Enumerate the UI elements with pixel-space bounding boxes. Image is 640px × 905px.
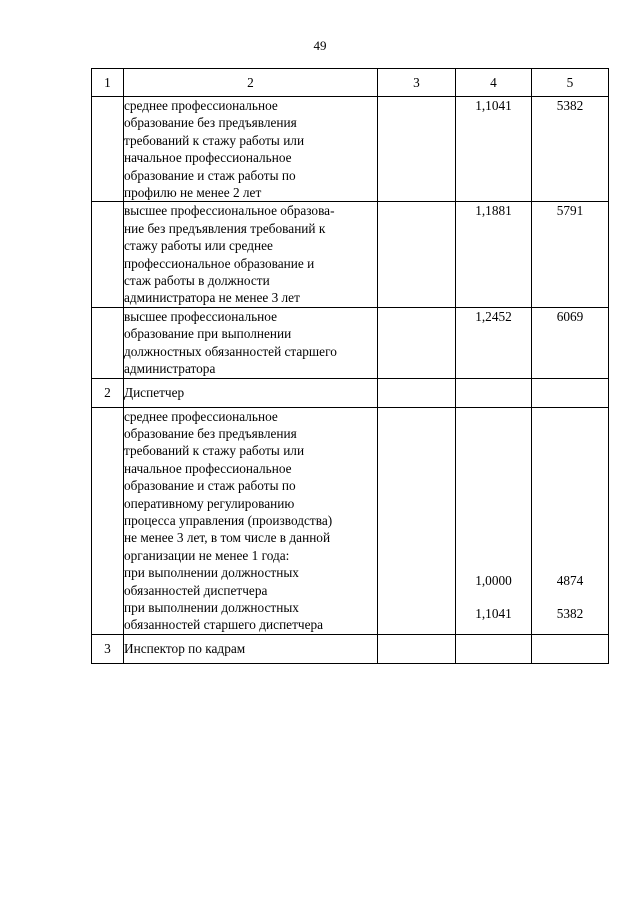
coefficient-value: 1,1041 [475, 605, 512, 621]
description-line: образование без предъявления [124, 115, 297, 131]
description-line: не менее 3 лет, в том числе в данной [124, 530, 331, 546]
description-line: при выполнении должностных [124, 599, 299, 615]
coefficient-value: 1,2452 [475, 308, 512, 324]
salary-coefficient-table [91, 68, 609, 664]
row-description [124, 307, 378, 378]
header-cell-4: 4 [456, 69, 532, 97]
coefficient-cell [456, 407, 532, 634]
description-line: образование при выполнении [124, 326, 292, 342]
col3-cell [378, 307, 456, 378]
description-line: требований к стажу работы или [124, 443, 305, 459]
row-number: 2 [92, 378, 124, 407]
salary-cell [532, 407, 609, 634]
header-cell-2: 2 [124, 69, 378, 97]
table-row [92, 307, 609, 378]
description-line: среднее профессиональное [124, 408, 278, 424]
page-number: 49 [313, 38, 327, 53]
salary-cell [532, 307, 609, 378]
row-description [124, 202, 378, 307]
description-line: организации не менее 1 года: [124, 547, 290, 563]
description-line: образование и стаж работы по [124, 478, 296, 494]
coefficient-cell [456, 202, 532, 307]
description-line: образование и стаж работы по [124, 167, 296, 183]
row-description [124, 634, 378, 663]
table-row [92, 202, 609, 307]
description-line: высшее профессиональное [124, 308, 277, 324]
description-line: среднее профессиональное [124, 98, 278, 113]
position-title: Диспетчер [124, 384, 185, 400]
description-line: высшее профессиональное образова- [124, 203, 335, 219]
salary-value: 4874 [556, 572, 584, 588]
col3-cell [378, 378, 456, 407]
table-row [92, 97, 609, 202]
row-number [92, 202, 124, 307]
coefficient-value: 1,1041 [475, 98, 512, 113]
salary-value: 5382 [556, 98, 584, 113]
coefficient-cell [456, 307, 532, 378]
salary-cell [532, 378, 609, 407]
row-number [92, 407, 124, 634]
description-line: оперативному регулированию [124, 495, 295, 511]
row-description [124, 378, 378, 407]
coefficient-cell [456, 378, 532, 407]
row-number [92, 97, 124, 202]
coefficient-cell [456, 634, 532, 663]
description-line: начальное профессиональное [124, 150, 292, 166]
col3-cell [378, 407, 456, 634]
header-cell-1: 1 [92, 69, 124, 97]
table-row [92, 634, 609, 663]
description-line: обязанностей диспетчера [124, 582, 268, 598]
position-title: Инспектор по кадрам [124, 641, 246, 657]
table-row [92, 407, 609, 634]
description-line: профессиональное образование и [124, 255, 315, 271]
coefficient-value: 1,0000 [475, 572, 512, 588]
row-description [124, 97, 378, 202]
description-line: стаж работы в должности [124, 273, 270, 289]
col3-cell [378, 202, 456, 307]
description-line: требований к стажу работы или [124, 132, 305, 148]
col3-cell [378, 634, 456, 663]
table-header-row [92, 69, 609, 97]
salary-value: 5382 [556, 605, 584, 621]
description-line: стажу работы или среднее [124, 238, 273, 254]
salary-cell [532, 634, 609, 663]
row-number [92, 307, 124, 378]
header-cell-5: 5 [532, 69, 609, 97]
coefficient-cell [456, 97, 532, 202]
col3-cell [378, 97, 456, 202]
row-number: 3 [92, 634, 124, 663]
salary-value: 5791 [556, 203, 584, 219]
description-line: при выполнении должностных [124, 565, 299, 581]
description-line: администратора не менее 3 лет [124, 290, 300, 306]
row-description [124, 407, 378, 634]
table-row [92, 378, 609, 407]
coefficient-value: 1,1881 [475, 203, 512, 219]
description-line: начальное профессиональное [124, 460, 292, 476]
description-line: администратора [124, 361, 216, 377]
salary-cell [532, 97, 609, 202]
description-line: обязанностей старшего диспетчера [124, 617, 324, 633]
description-line: процесса управления (производства) [124, 512, 333, 528]
description-line: образование без предъявления [124, 425, 297, 441]
header-cell-3: 3 [378, 69, 456, 97]
description-line: ние без предъявления требований к [124, 220, 326, 236]
salary-value: 6069 [556, 308, 584, 324]
description-line: должностных обязанностей старшего [124, 343, 337, 359]
description-line: профилю не менее 2 лет [124, 185, 262, 201]
salary-cell [532, 202, 609, 307]
